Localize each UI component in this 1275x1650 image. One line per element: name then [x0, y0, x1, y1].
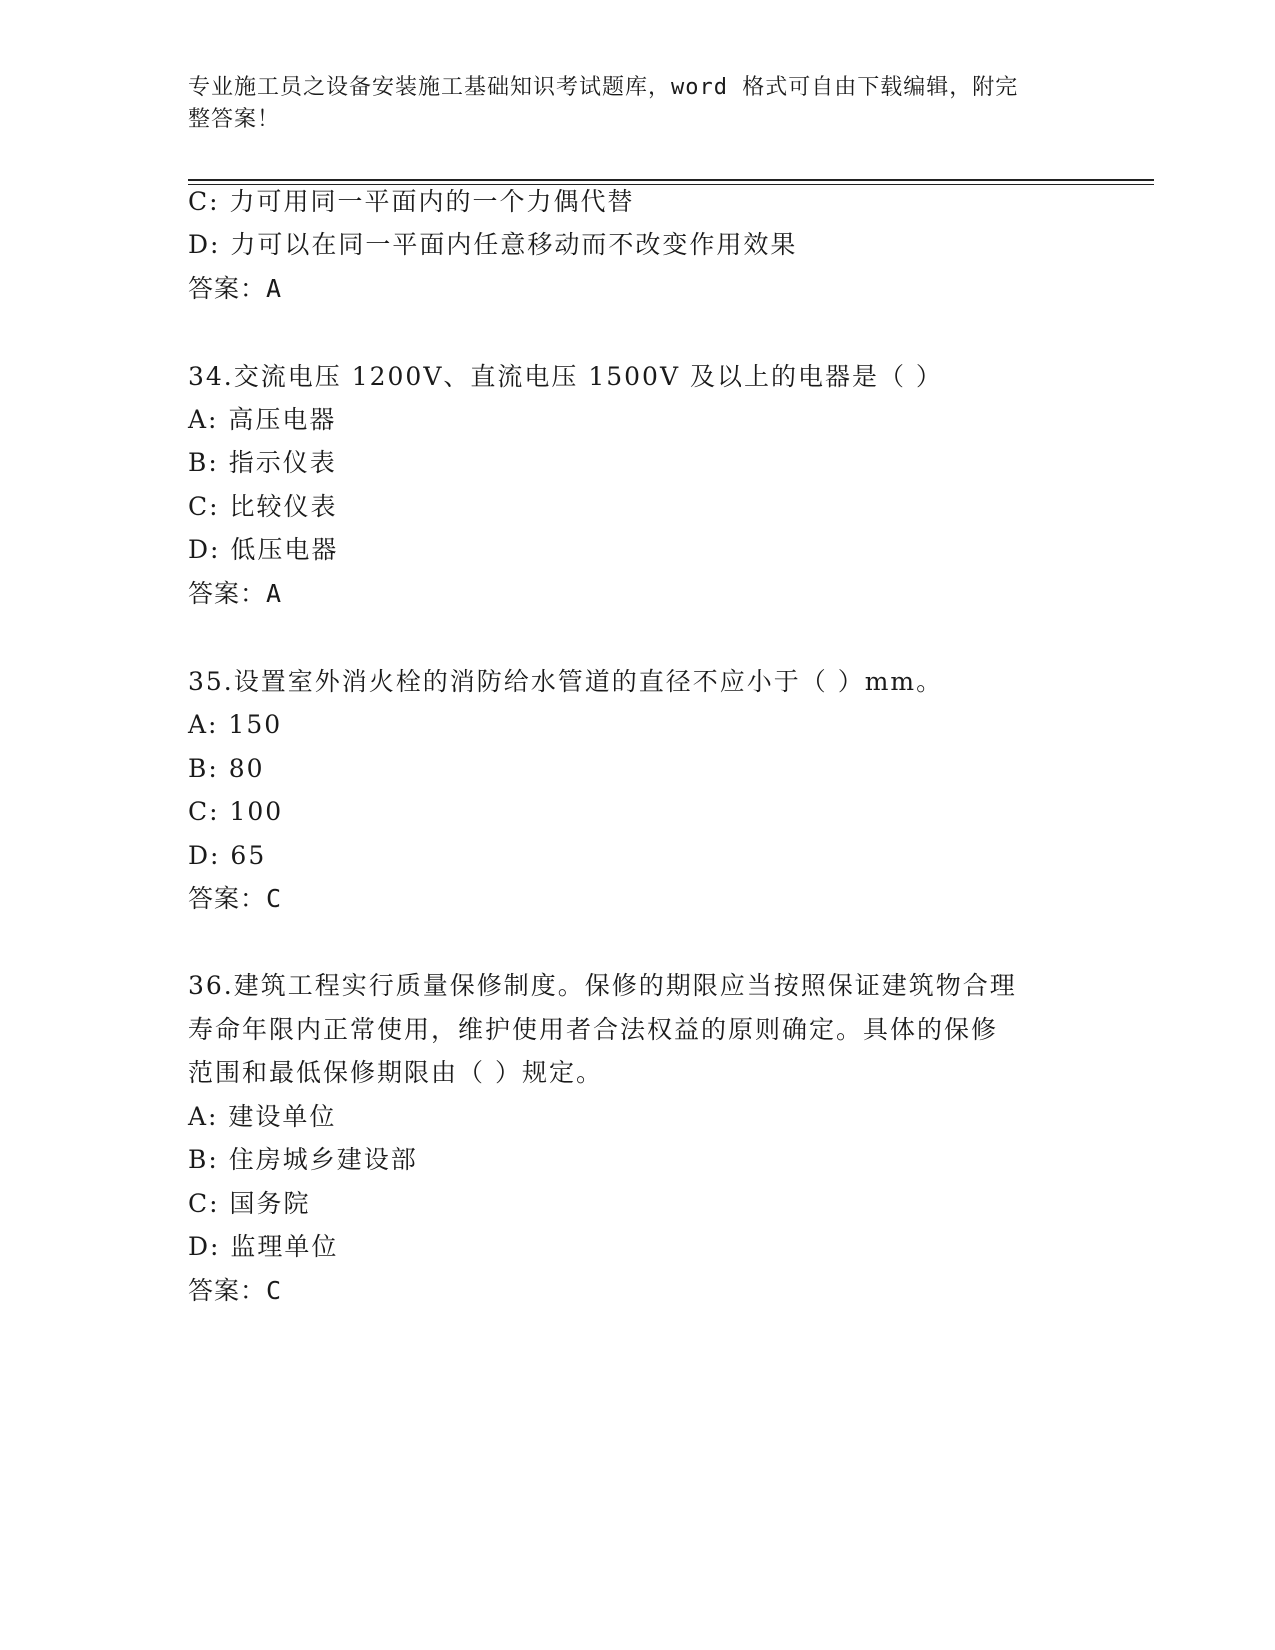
q34-option-b: B: 指示仪表	[188, 448, 337, 477]
q35-answer: 答案：C	[188, 884, 283, 913]
header-rule-thin	[188, 184, 1154, 185]
q35-stem: 35.设置室外消火栓的消防给水管道的直径不应小于（ ）mm。	[188, 667, 944, 696]
q36-stem-line-2: 寿命年限内正常使用，维护使用者合法权益的原则确定。具体的保修	[188, 1015, 999, 1044]
header-line-2: 整答案！	[188, 107, 281, 132]
q36-option-b: B: 住房城乡建设部	[188, 1145, 418, 1174]
document-header	[188, 72, 1088, 136]
q35-option-b: B: 80	[188, 754, 265, 783]
header-line-1: 专业施工员之设备安装施工基础知识考试题库，word 格式可自由下载编辑，附完	[188, 75, 1019, 100]
prev-option-c: C: 力可用同一平面内的一个力偶代替	[188, 187, 635, 216]
q34-option-a: A: 高压电器	[188, 405, 337, 434]
prev-answer: 答案：A	[188, 274, 283, 303]
q36-stem-line-3: 范围和最低保修期限由（ ）规定。	[188, 1058, 603, 1087]
q35-option-c: C: 100	[188, 797, 284, 826]
q34-stem: 34.交流电压 1200V、直流电压 1500V 及以上的电器是（ ）	[188, 362, 943, 391]
q35-option-a: A: 150	[188, 710, 283, 739]
q35-option-d: D: 65	[188, 841, 267, 870]
q36-option-c: C: 国务院	[188, 1189, 311, 1218]
q36-stem-line-1: 36.建筑工程实行质量保修制度。保修的期限应当按照保证建筑物合理	[188, 971, 1017, 1000]
q36-option-d: D: 监理单位	[188, 1232, 339, 1261]
q34-option-d: D: 低压电器	[188, 535, 339, 564]
q34-option-c: C: 比较仪表	[188, 492, 338, 521]
prev-option-d: D: 力可以在同一平面内任意移动而不改变作用效果	[188, 230, 798, 259]
q36-answer: 答案：C	[188, 1276, 283, 1305]
q34-answer: 答案：A	[188, 579, 283, 608]
header-rule-thick	[188, 179, 1154, 181]
q36-option-a: A: 建设单位	[188, 1102, 337, 1131]
